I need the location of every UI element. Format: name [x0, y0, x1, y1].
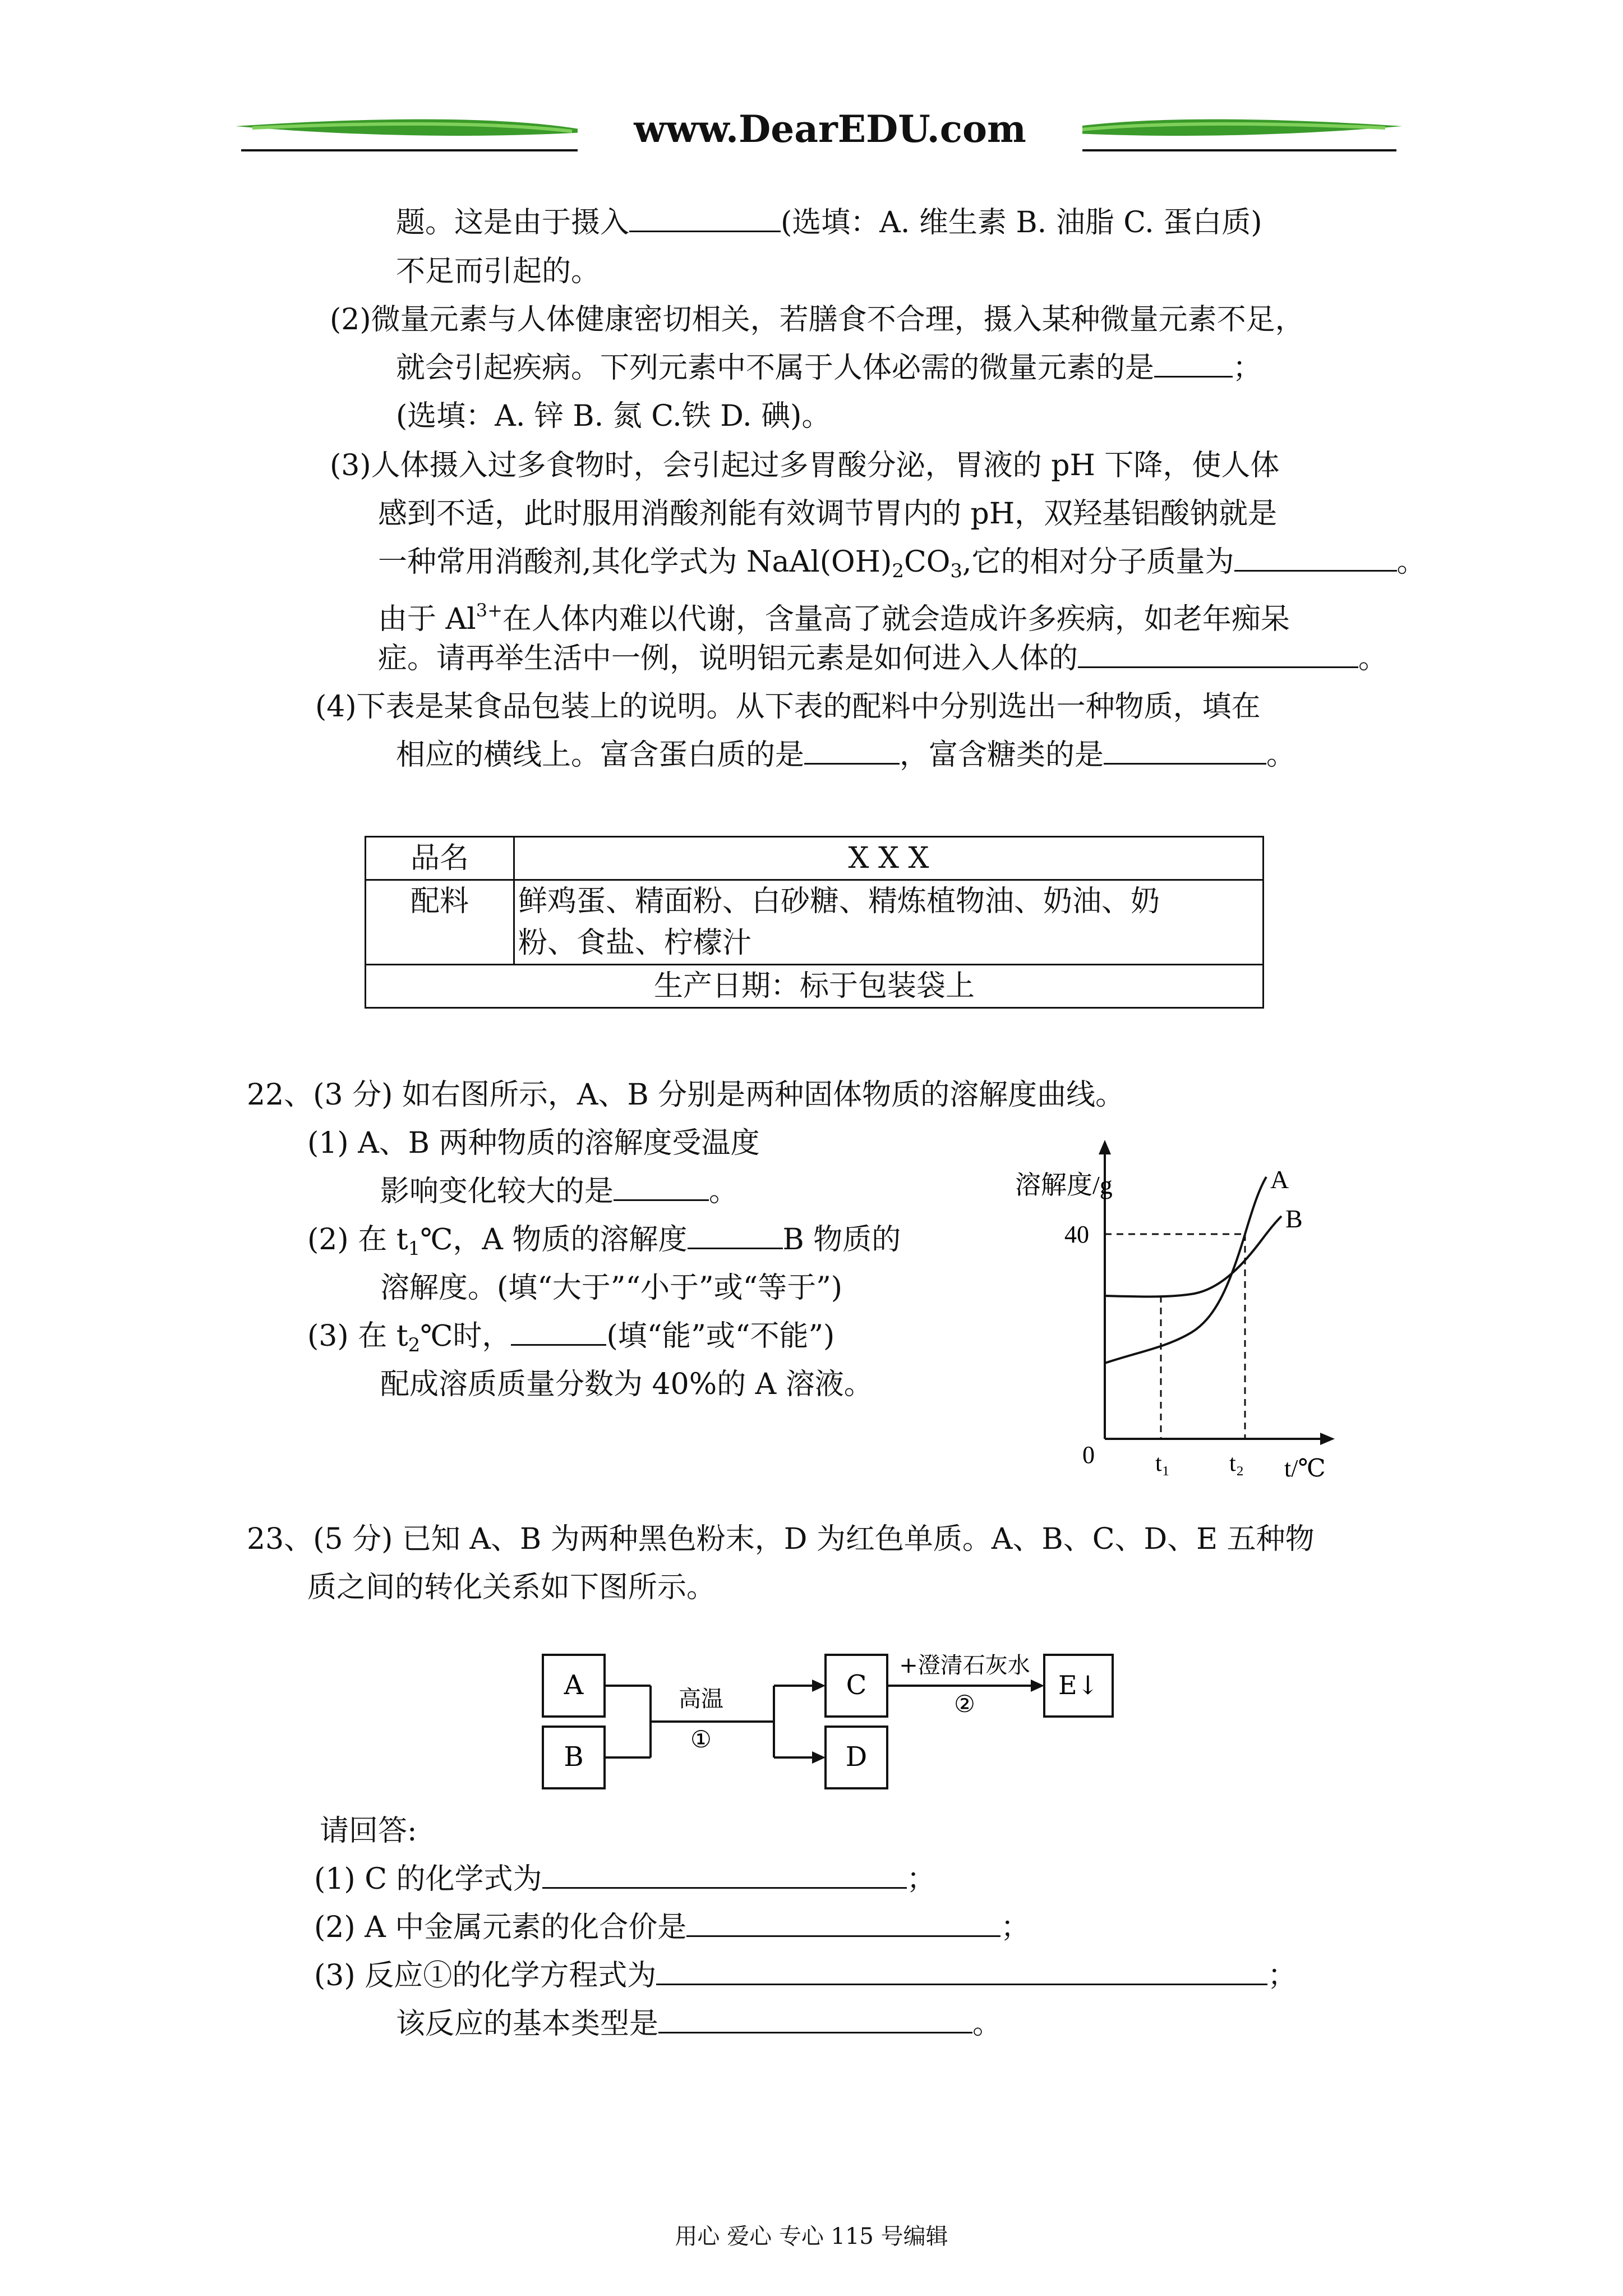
- answer-blank[interactable]: [1154, 351, 1233, 378]
- q22-s3-line2: 配成溶质质量分数为 40%的 A 溶液。: [380, 1368, 873, 1401]
- q22-s3-line1: (3) 在 $t_2℃$时， (填“能”或“不能”): [307, 1319, 835, 1356]
- site-title: www.DearEDU.com: [578, 107, 1082, 151]
- answer-blank[interactable]: [658, 2007, 972, 2033]
- page-footer: 用心 爱心 专心 115 号编辑: [675, 2224, 948, 2249]
- answer-blank[interactable]: [1234, 545, 1397, 572]
- answer-blank[interactable]: [688, 1223, 783, 1249]
- q23-a1: (1) C 的化学式为 ；: [314, 1862, 936, 1896]
- y-tick-label: 40: [1064, 1221, 1089, 1248]
- q23-stem-line1: 23、(5 分) 已知 A、B 为两种黑色粉末，D 为红色单质。A、B、C、D、E 五种物: [247, 1522, 1315, 1556]
- q21-p3-line4: 由于 $Al^{3+}$在人体内难以代谢，含量高了就会造成许多疾病，如老年痴呆: [378, 600, 1290, 636]
- ingredients-key: 配料: [366, 880, 514, 965]
- x-axis-arrow: [1320, 1433, 1335, 1445]
- answer-blank[interactable]: [511, 1319, 606, 1346]
- q21-p2-line1: (2)微量元素与人体健康密切相关，若膳食不合理，摄入某种微量元素不足，: [330, 303, 1304, 337]
- answer-blank[interactable]: [686, 1911, 1000, 1937]
- box-c-label: C: [846, 1669, 867, 1701]
- food-label-table: [365, 836, 1264, 1009]
- q21-p3-line5: 症。请再举生活中一例，说明铝元素是如何进入人体的 。: [378, 642, 1388, 675]
- box-a-label: A: [564, 1669, 584, 1701]
- q21-line1: 题。这是由于摄入 (选填：A. 维生素 B. 油脂 C. 蛋白质): [396, 206, 1262, 240]
- table-row: [366, 837, 1264, 880]
- curve-a: [1105, 1177, 1266, 1363]
- q21-p4-line2: 相应的横线上。富含蛋白质的是 ，富含糖类的是 。: [396, 738, 1296, 772]
- x-axis-label: t/℃: [1284, 1455, 1326, 1482]
- q21-p3-line3: 一种常用消酸剂,其化学式为 $NaAl(OH)_2CO_3$,它的相对分子质量为 。: [378, 545, 1426, 582]
- q22-s1-line2: 影响变化较大的是 。: [380, 1175, 739, 1208]
- q23-stem-line2: 质之间的转化关系如下图所示。: [307, 1571, 716, 1604]
- x-tick-label-t2: t₂: [1229, 1451, 1244, 1476]
- x-tick-label-t1: t₁: [1155, 1451, 1170, 1476]
- reaction-flow-diagram: [533, 1644, 1138, 1829]
- q22-s2-line2: 溶解度。(填“大于”“小于”或“等于”): [380, 1271, 843, 1305]
- q22-stem: 22、(3 分) 如右图所示，A、B 分别是两种固体物质的溶解度曲线。: [247, 1078, 1125, 1112]
- q23-a3: (3) 反应①的化学方程式为 ；: [314, 1959, 1297, 1993]
- q21-p4-line1: (4)下表是某食品包装上的说明。从下表的配料中分别选出一种物质，填在: [315, 690, 1261, 724]
- answer-blank[interactable]: [542, 1862, 907, 1889]
- name-key: 品名: [366, 837, 514, 880]
- condition-limewater: +澄清石灰水: [899, 1653, 1030, 1678]
- y-axis-arrow: [1099, 1140, 1111, 1154]
- q21-p2-line3: (选填：A. 锌 B. 氮 C.铁 D. 碘)。: [396, 399, 831, 433]
- box-b-label: B: [564, 1741, 584, 1773]
- curve-a-label: A: [1270, 1165, 1289, 1194]
- box-d-label: D: [845, 1741, 868, 1773]
- q21-p2-line2: 就会引起疾病。下列元素中不属于人体必需的微量元素的是 ；: [396, 351, 1262, 385]
- q21-line2: 不足而引起的。: [396, 255, 601, 288]
- arrowhead: [812, 1680, 826, 1692]
- answer-blank[interactable]: [629, 206, 781, 232]
- q22-s2-line1: (2) 在 $t_1℃$，A 物质的溶解度 B 物质的: [307, 1223, 901, 1260]
- y-axis-label: 溶解度/g: [1015, 1171, 1113, 1199]
- production-date: 生产日期：标于包装袋上: [366, 965, 1264, 1008]
- step-2-label: ②: [954, 1690, 975, 1718]
- answer-blank[interactable]: [656, 1959, 1267, 1985]
- q21-p3-line1: (3)人体摄入过多食物时，会引起过多胃酸分泌，胃液的 pH 下降，使人体: [330, 449, 1280, 482]
- answer-blank[interactable]: [1078, 642, 1358, 668]
- curve-b-label: B: [1285, 1204, 1303, 1233]
- ingredients-value: 鲜鸡蛋、精面粉、白砂糖、精炼植物油、奶油、奶 粉、食盐、柠檬汁: [514, 880, 1264, 965]
- name-value: X X X: [514, 837, 1264, 880]
- arrowhead: [812, 1751, 826, 1764]
- table-row: [366, 880, 1264, 965]
- q23-ask: 请回答:: [320, 1814, 417, 1848]
- arrowhead: [1031, 1680, 1044, 1692]
- step-1-label: ①: [690, 1726, 712, 1753]
- answer-blank[interactable]: [614, 1175, 709, 1201]
- solubility-chart: [998, 1128, 1357, 1487]
- q23-a4: 该反应的基本类型是 。: [396, 2007, 1002, 2041]
- condition-high-temp: 高温: [679, 1686, 723, 1712]
- q21-p3-line2: 感到不适，此时服用消酸剂能有效调节胃内的 pH，双羟基铝酸钠就是: [378, 497, 1278, 531]
- answer-blank[interactable]: [1104, 738, 1266, 765]
- curve-b: [1105, 1216, 1281, 1296]
- q22-s1-line1: (1) A、B 两种物质的溶解度受温度: [307, 1126, 760, 1160]
- origin-label: 0: [1082, 1441, 1095, 1469]
- q23-a2: (2) A 中金属元素的化合价是 ；: [314, 1911, 1030, 1944]
- table-row: [366, 965, 1264, 1008]
- box-e-label: E↓: [1058, 1670, 1099, 1700]
- answer-blank[interactable]: [804, 738, 900, 765]
